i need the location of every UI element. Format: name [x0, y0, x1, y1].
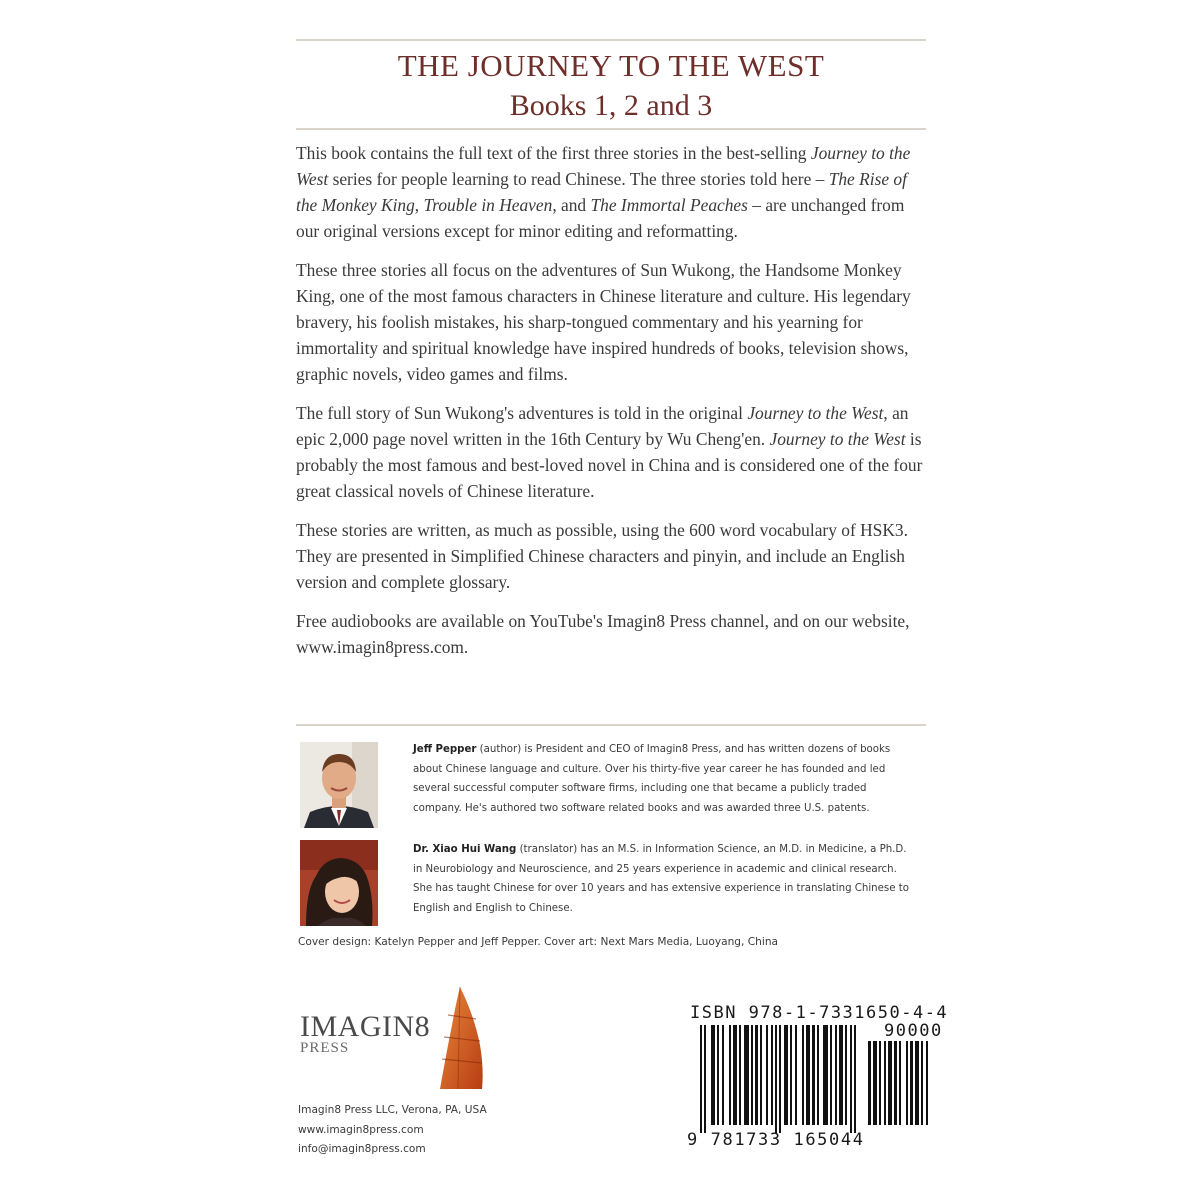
barcode-bar: [868, 1041, 871, 1125]
barcode-bar: [879, 1041, 881, 1125]
publisher-info: [298, 1101, 487, 1160]
translator-bio: Dr. Xiao Hui Wang (translator) has an M.S. in Information Science, an M.D. in Medicine, a Ph.D. in Neurobiology and Neuroscience, and 25 years experience in academic and clinical research. She has taught Chinese for over 10 years and has extensive experience in translating Chinese to English and English to Chinese.: [413, 844, 909, 914]
barcode-bar: [802, 1025, 804, 1125]
barcode-bar: [755, 1025, 758, 1125]
title-rule: [296, 128, 926, 130]
price-code: 90000: [884, 1021, 943, 1041]
isbn-label: ISBN 978-1-7331650-4-4: [690, 1003, 949, 1023]
cover-credit: Cover design: Katelyn Pepper and Jeff Pepper. Cover art: Next Mars Media, Luoyang, China: [298, 936, 779, 948]
barcode-bar: [823, 1025, 828, 1125]
barcode-bar: [700, 1025, 702, 1133]
barcode-bar: [779, 1025, 781, 1133]
barcode-bar: [733, 1025, 737, 1125]
barcode-bar: [711, 1025, 715, 1125]
description-paragraph-4: These stories are written, as much as possible, using the 600 word vocabulary of HSK3. They are presented in Simplified Chinese characters and pinyin, and include an English version and complete glossary.: [296, 520, 908, 592]
author-name: Jeff Pepper: [413, 744, 477, 755]
barcode-bar: [926, 1041, 928, 1125]
barcode-bar: [806, 1025, 810, 1125]
barcode-bar: [795, 1025, 797, 1125]
description-paragraph-5: Free audiobooks are available on YouTube's Imagin8 Press channel, and on our website, www.imagin8press.com.: [296, 611, 910, 657]
barcode-bar: [760, 1025, 762, 1125]
publisher-address: Imagin8 Press LLC, Verona, PA, USA: [298, 1104, 487, 1116]
logo-sub: PRESS: [300, 1040, 350, 1056]
barcode-bar: [775, 1025, 777, 1133]
translator-photo: [300, 840, 378, 926]
barcode-bar: [915, 1041, 919, 1125]
barcode-main: [700, 1025, 856, 1133]
top-rule: [296, 39, 926, 41]
barcode-bar: [751, 1025, 753, 1125]
barcode-digits: 9 781733 165044: [687, 1130, 865, 1150]
barcode-bar: [910, 1041, 913, 1125]
barcode-bar: [888, 1041, 892, 1125]
description-paragraph-2: These three stories all focus on the adventures of Sun Wukong, the Handsome Monkey King, one of the most famous characters in Chinese literature and culture. His legendary bravery, his foolish mistakes, his sharp-tongued commentary and his yearning for immortality and spiritual knowledge have inspired hundreds of books, television shows, graphic novels, video games and films.: [296, 260, 911, 384]
barcode-bar: [812, 1025, 815, 1125]
barcode-bar: [739, 1025, 741, 1125]
author-bio: Jeff Pepper (author) is President and CEO of Imagin8 Press, and has written dozens of books about Chinese language and culture. Over his thirty-five year career he has founded and led several successful computer software firms, including one that became a publicly traded company. He's authored two software related books and was awarded three U.S. patents.: [413, 744, 891, 814]
barcode-bar: [784, 1025, 788, 1125]
barcode-bar: [906, 1041, 908, 1125]
barcode-bar: [704, 1025, 706, 1133]
barcode-addon: [868, 1041, 942, 1133]
logo-name: IMAGIN8: [300, 1010, 431, 1043]
bio-rule: [296, 724, 926, 726]
barcode-bar: [717, 1025, 719, 1125]
barcode-bar: [744, 1025, 749, 1125]
barcode-bar: [845, 1025, 847, 1125]
barcode-bar: [921, 1041, 923, 1125]
barcode-bar: [899, 1041, 901, 1125]
author-photo: [300, 742, 378, 828]
publisher-email: info@imagin8press.com: [298, 1143, 426, 1155]
description-paragraph-1: This book contains the full text of the first three stories in the best-selling Journey to the West series for people learning to read Chinese. The three stories told here – The Rise of the Monkey King, Trouble in Heaven, and The Immortal Peaches – are unchanged from our original versions except for minor editing and reformatting.: [296, 143, 911, 241]
barcode-bar: [771, 1025, 773, 1125]
book-description: [296, 140, 928, 673]
barcode-bar: [790, 1025, 792, 1125]
translator-name: Dr. Xiao Hui Wang: [413, 844, 517, 855]
barcode-bar: [722, 1025, 724, 1125]
barcode-bar: [854, 1025, 856, 1133]
book-subtitle: Books 1, 2 and 3: [509, 89, 713, 122]
book-title: THE JOURNEY TO THE WEST: [397, 48, 825, 83]
description-paragraph-3: The full story of Sun Wukong's adventures is told in the original Journey to the West, an epic 2,000 page novel written in the 16th Century by Wu Cheng'en. Journey to the West is probably the most famous and best-loved novel in China and is considered one of the four great classical novels of Chinese literature.: [296, 403, 923, 501]
barcode-bar: [835, 1025, 837, 1125]
barcode-bar: [850, 1025, 852, 1133]
barcode-bar: [884, 1041, 886, 1125]
sail-logo-icon: [434, 985, 486, 1091]
barcode-bar: [894, 1041, 897, 1125]
publisher-website: www.imagin8press.com: [298, 1123, 424, 1136]
barcode-bar: [817, 1025, 819, 1125]
barcode-bar: [839, 1025, 843, 1125]
barcode-bar: [830, 1025, 832, 1125]
barcode-bar: [873, 1041, 877, 1125]
barcode-bar: [766, 1025, 768, 1125]
barcode-bar: [729, 1025, 731, 1125]
